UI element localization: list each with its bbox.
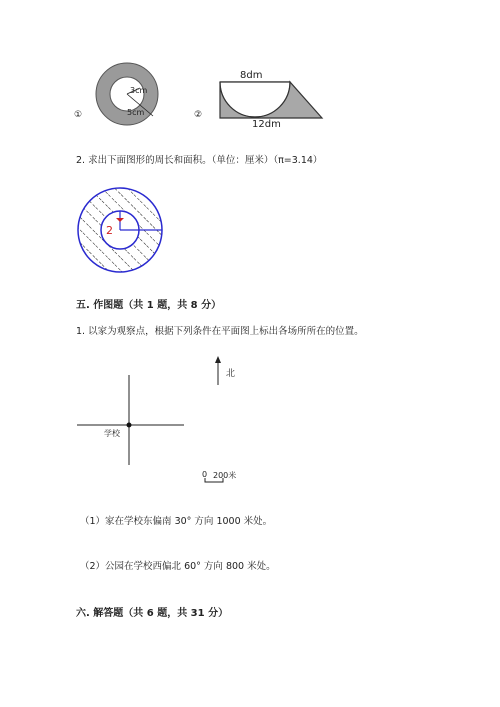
school-label: 学校 xyxy=(104,429,120,438)
section-5-heading: 五. 作图题（共 1 题，共 8 分） xyxy=(76,300,222,311)
marker-2: ② xyxy=(194,110,203,120)
ring-marker: ① xyxy=(74,110,83,120)
hatched-annulus-figure xyxy=(70,182,170,282)
radius-label: 2 xyxy=(106,224,113,237)
ring-inner-label: 3cm xyxy=(130,86,148,95)
condition-1: （1）家在学校东偏南 30° 方向 1000 米处。 xyxy=(80,516,273,527)
question-5-1: 1. 以家为观察点，根据下列条件在平面图上标出各场所所在的位置。 xyxy=(76,326,364,337)
condition-2: （2）公园在学校西偏北 60° 方向 800 米处。 xyxy=(80,561,276,572)
trapezoid-bottom-label: 12dm xyxy=(252,119,281,130)
north-label: 北 xyxy=(226,369,236,379)
map-figure xyxy=(70,350,270,490)
section-6-heading: 六. 解答题（共 6 题，共 31 分） xyxy=(76,608,229,619)
ring-figure xyxy=(85,58,175,138)
scale-zero: 0 xyxy=(202,470,208,479)
scale-label: 200米 xyxy=(213,471,237,480)
trapezoid-top-label: 8dm xyxy=(240,70,263,81)
ring-outer-label: 5cm xyxy=(127,108,145,117)
question-2: 2. 求出下面图形的周长和面积。（单位：厘米）（π=3.14） xyxy=(76,155,323,166)
